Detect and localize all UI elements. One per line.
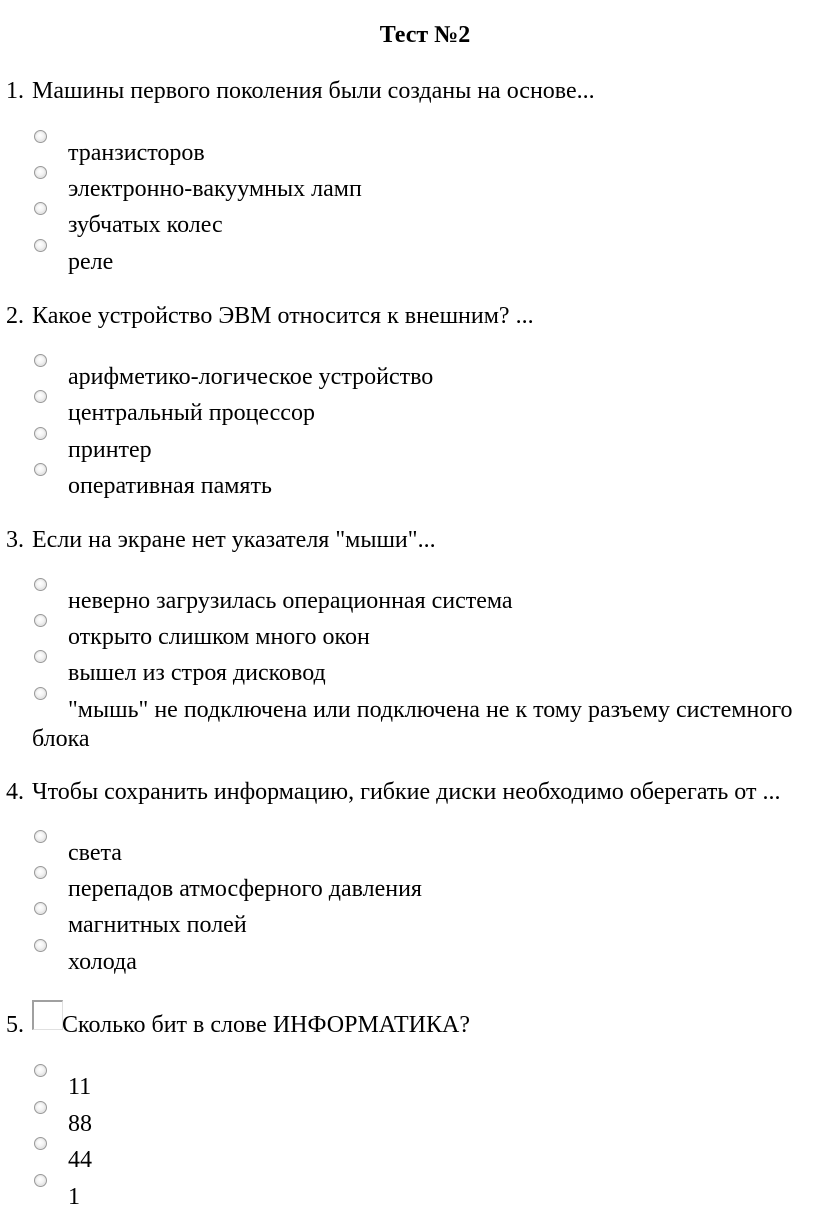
radio-button[interactable]: [34, 427, 47, 440]
radio-button[interactable]: [34, 687, 47, 700]
option-label: холода: [68, 949, 137, 975]
radio-button[interactable]: [34, 650, 47, 663]
option-4-3[interactable]: [34, 908, 247, 942]
option-label: принтер: [68, 437, 152, 463]
option-label: 88: [68, 1111, 92, 1137]
question-2: [6, 303, 534, 330]
radio-button[interactable]: [34, 578, 47, 591]
option-1-1[interactable]: [34, 136, 205, 170]
option-label: света: [68, 840, 122, 866]
option-label: центральный процессор: [68, 400, 315, 426]
option-2-2[interactable]: [34, 396, 315, 430]
option-2-4[interactable]: [34, 469, 272, 503]
radio-button[interactable]: [34, 202, 47, 215]
option-2-3[interactable]: [34, 433, 152, 467]
option-5-3[interactable]: [34, 1143, 92, 1177]
radio-button[interactable]: [34, 390, 47, 403]
radio-button[interactable]: [34, 902, 47, 915]
option-5-2[interactable]: [34, 1107, 92, 1141]
question-4: [6, 779, 780, 806]
option-4-2[interactable]: [34, 872, 422, 906]
radio-button[interactable]: [34, 830, 47, 843]
option-label: 1: [68, 1184, 80, 1210]
option-label: 44: [68, 1147, 92, 1173]
option-label: неверно загрузилась операционная система: [68, 588, 513, 614]
option-2-1[interactable]: [34, 360, 433, 394]
question-text: Если на экране нет указателя "мыши"...: [32, 527, 436, 553]
option-label: вышел из строя дисковод: [68, 660, 326, 686]
question-number: 5.: [6, 1012, 24, 1038]
question-text: Машины первого поколения были созданы на основе...: [32, 78, 595, 104]
radio-button[interactable]: [34, 354, 47, 367]
radio-button[interactable]: [34, 1137, 47, 1150]
option-4-1[interactable]: [34, 836, 122, 870]
radio-button[interactable]: [34, 1174, 47, 1187]
option-3-2[interactable]: [34, 620, 370, 654]
checkbox[interactable]: [32, 1000, 63, 1030]
question-text: Чтобы сохранить информацию, гибкие диски необходимо оберегать от ...: [32, 779, 781, 805]
question-text: Сколько бит в слове ИНФОРМАТИКА?: [62, 1012, 470, 1038]
option-1-3[interactable]: [34, 208, 223, 242]
option-3-4[interactable]: [34, 693, 793, 727]
radio-button[interactable]: [34, 1064, 47, 1077]
option-label: зубчатых колес: [68, 212, 223, 238]
option-1-2[interactable]: [34, 172, 362, 206]
option-label: "мышь" не подключена или подключена не к тому разъему системного: [68, 697, 793, 723]
option-label: арифметико-логическое устройство: [68, 364, 434, 390]
radio-button[interactable]: [34, 130, 47, 143]
radio-button[interactable]: [34, 239, 47, 252]
radio-button[interactable]: [34, 166, 47, 179]
option-label: 11: [68, 1074, 92, 1100]
option-3-3[interactable]: [34, 656, 326, 690]
radio-button[interactable]: [34, 939, 47, 952]
option-1-4[interactable]: [34, 245, 113, 279]
test-title: Тест №2: [379, 22, 471, 48]
option-label: магнитных полей: [68, 912, 247, 938]
radio-button[interactable]: [34, 614, 47, 627]
question-text: Какое устройство ЭВМ относится к внешним? ...: [32, 303, 534, 329]
option-5-4[interactable]: [34, 1180, 80, 1214]
question-number: 3.: [6, 527, 24, 553]
option-label: оперативная память: [68, 473, 272, 499]
option-label: перепадов атмосферного давления: [68, 876, 422, 902]
question-3: [6, 527, 436, 554]
radio-button[interactable]: [34, 1101, 47, 1114]
radio-button[interactable]: [34, 463, 47, 476]
question-1: [6, 78, 595, 105]
question-number: 4.: [6, 779, 24, 805]
option-label: транзисторов: [68, 140, 205, 166]
option-3-4-continuation: [34, 722, 90, 756]
question-number: 2.: [6, 303, 24, 329]
option-4-4[interactable]: [34, 945, 137, 979]
question-number: 1.: [6, 78, 24, 104]
option-label-continuation: блока: [32, 726, 90, 752]
option-3-1[interactable]: [34, 584, 513, 618]
option-label: открыто слишком много окон: [68, 624, 370, 650]
option-label: электронно-вакуумных ламп: [68, 176, 362, 202]
option-label: реле: [68, 249, 114, 275]
option-5-1[interactable]: [34, 1070, 91, 1104]
radio-button[interactable]: [34, 866, 47, 879]
